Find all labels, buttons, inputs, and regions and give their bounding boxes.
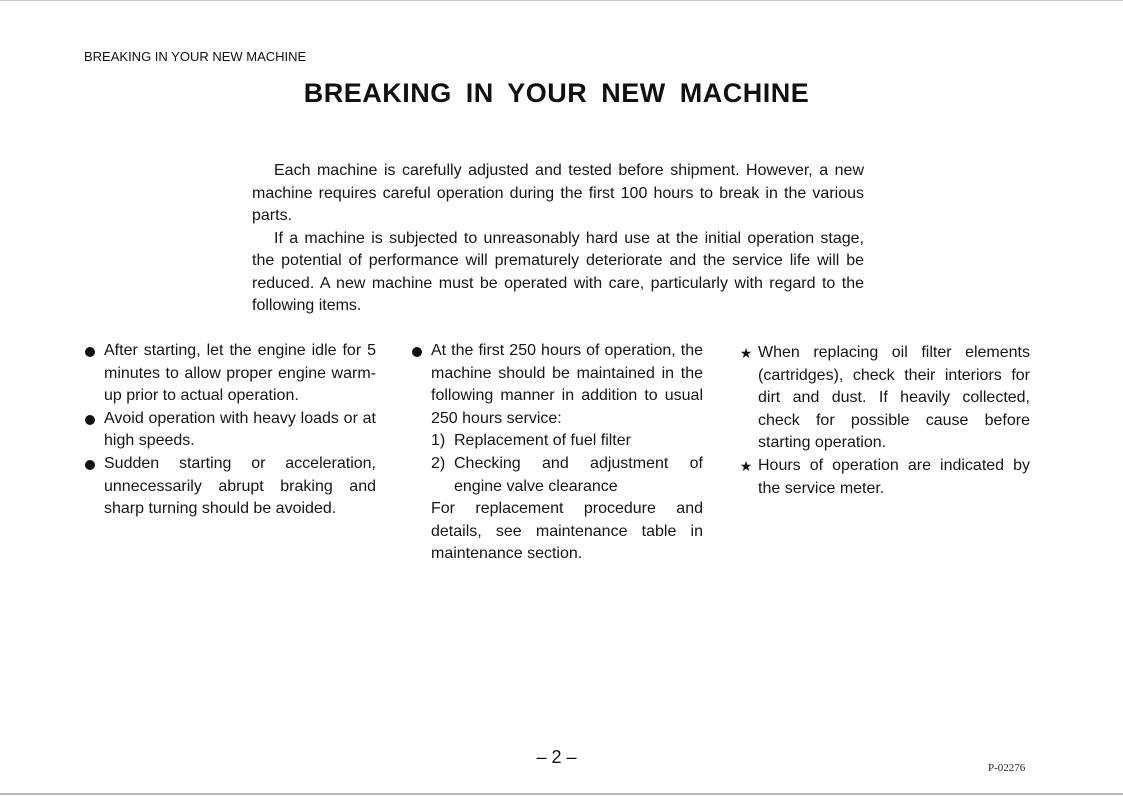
step-text: Checking and adjustment of engine valve clearance: [454, 454, 703, 495]
bullet-text: After starting, let the engine idle for 5 minutes to allow proper engine warm-up prior to actual operation.: [104, 342, 376, 405]
note-text: Hours of operation are indicated by the service meter.: [758, 456, 1030, 497]
bullet-item: [84, 340, 376, 408]
bullet-text: Sudden starting or acceleration, unnecessarily abrupt braking and sharp turning should be avoided.: [104, 454, 376, 518]
page-top-edge: [0, 0, 1123, 1]
service-step: [431, 430, 703, 453]
bullet-text: Avoid operation with heavy loads or at high speeds.: [104, 409, 376, 450]
page-bottom-edge: [0, 793, 1123, 795]
step-text: Replacement of fuel filter: [454, 432, 631, 450]
service-step: [431, 453, 703, 498]
star-icon: ★: [739, 345, 753, 361]
star-note: [738, 342, 1030, 455]
initial-service-column: [411, 340, 703, 566]
initial-service-lead: At the first 250 hours of operation, the machine should be maintained in the following manner in addition to usual 250 hours service:: [431, 342, 703, 427]
step-number: 2): [431, 454, 446, 472]
service-closing-note: For replacement procedure and details, see maintenance table in maintenance section.: [431, 500, 703, 563]
running-header: BREAKING IN YOUR NEW MACHINE: [84, 49, 307, 64]
bullet-dot-icon: [85, 347, 95, 357]
page-title: BREAKING IN YOUR NEW MACHINE: [303, 78, 810, 108]
star-note: [738, 455, 1030, 500]
service-steps-list: [431, 430, 703, 498]
document-code: P-02276: [988, 762, 1026, 774]
page-number: – 2 –: [536, 747, 577, 767]
star-icon: ★: [739, 457, 753, 474]
step-number: 1): [431, 432, 446, 450]
intro-text: [252, 160, 864, 318]
intro-paragraph-2: If a machine is subjected to unreasonably hard use at the initial operation stage, the potential of performance will prematurely deteriorate and the service life will be reduced. A new machine must be operated with care, particularly with regard to the following items.: [252, 229, 864, 314]
bullet-dot-icon: [85, 460, 95, 470]
note-text: When replacing oil filter elements (cartridges), check their interiors for dirt and dust. If heavily collected, check for possible cause before starting operation.: [758, 344, 1030, 452]
bullet-dot-icon: [412, 347, 422, 357]
intro-paragraph-1: Each machine is carefully adjusted and tested before shipment. However, a new machine requires careful operation during the first 100 hours to break in the various parts.: [252, 162, 864, 224]
bullet-item: [411, 340, 703, 566]
precautions-column: [84, 340, 376, 521]
notes-column: [738, 342, 1030, 500]
bullet-dot-icon: [85, 415, 95, 425]
bullet-item: [84, 453, 376, 521]
bullet-item: [84, 408, 376, 453]
